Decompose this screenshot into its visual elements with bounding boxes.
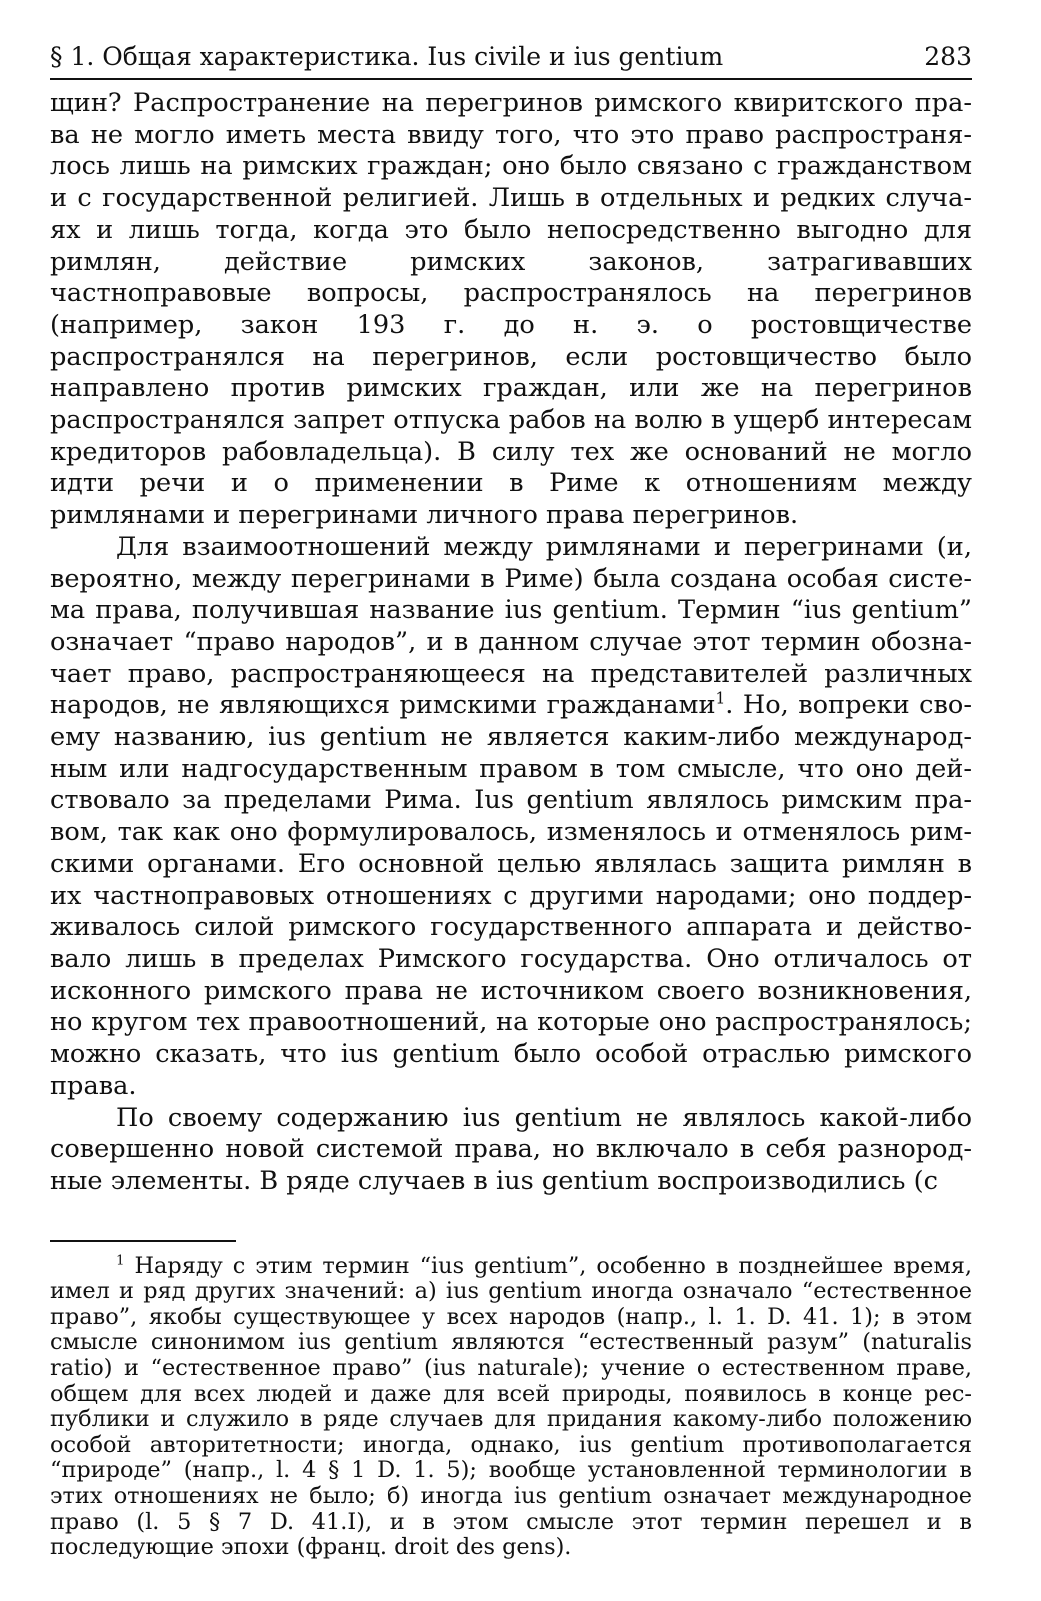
footnote-text: Наряду с этим термин “ius gentium”, особенно в позднейшее время, имел и ряд других значений: а) ius gentium иногда означало “естественное право”, якобы существующее у всех народов (напр., l. 1. D. 41. 1); в этом смысле синонимом ius gentium являются “естественный разум” (naturalis ratio) и “естественное право” (ius naturale); учение о естественном праве, общем для всех людей и даже для всей природы, появилось в конце республики и служило в ряде случаев для придания какому-либо положению особой авторитетности; иногда, однако, ius gentium противополагается “природе” (напр., l. 4 § 1 D. 1. 5); вообще установленной терминологии в этих отношениях не было; б) иногда ius gentium означает международное право (l. 5 § 7 D. 41.I), и в этом смысле этот термин перешел и в последующие эпохи (франц. droit des gens).	[50, 1252, 972, 1561]
book-page	[50, 40, 972, 1561]
footnote-1	[50, 1254, 972, 1561]
section-title: § 1. Общая характеристика. Ius civile и ius gentium	[50, 42, 724, 71]
footnote-reference[interactable]: 1	[715, 689, 726, 708]
main-text	[50, 88, 972, 1198]
footnote-marker: 1	[116, 1253, 125, 1269]
paragraph-2-part-1: Для взаимоотношений между римлянами и перегринами (и, вероятно, между перегринами в Риме) была создана особая система права, получившая название ius gentium. Термин “ius gentium” означает “право народов”, и в данном случае этот термин обозначает право, распространяющееся на представителей различных народов, не являющихся римскими гражданами	[50, 531, 972, 721]
paragraph-1: щин? Распространение на перегринов римского квиритского права не могло иметь места ввиду того, что это право распространялось лишь на римских граждан; оно было связано с гражданством и с государственной религией. Лишь в отдельных и редких случаях и лишь тогда, когда это было непосредственно выгодно для римлян, действие римских законов, затрагивавших частноправовые вопросы, распространялось на перегринов (например, закон 193 г. до н. э. о ростовщичестве распространялся на перегринов, если ростовщичество было направлено против римских граждан, или же на перегринов распространялся запрет отпуска рабов на волю в ущерб интересам кредиторов рабовладельца). В силу тех же оснований не могло идти речи и о применении в Риме к отношениям между римлянами и перегринами личного права перегринов.	[50, 88, 972, 531]
paragraph-3: По своему содержанию ius gentium не являлось какой-либо совершенно новой системой права, но включало в себя разнородные элементы. В ряде случаев в ius gentium воспроизводились (с	[50, 1102, 972, 1196]
footnote-divider	[50, 1240, 236, 1242]
running-header	[50, 40, 972, 80]
paragraph-2-part-2: . Но, вопреки своему названию, ius gentium не является каким-либо международным или надгосударственным правом в том смысле, что оно действовало за пределами Рима. Ius gentium являлось римским правом, так как оно формулировалось, изменялось и отменялось римскими органами. Его основной целью являлась защита римлян в их частноправовых отношениях с другими народами; оно поддерживалось силой римского государственного аппарата и действовало лишь в пределах Римского государства. Оно отличалось от исконного римского права не источником своего возникновения, но кругом тех правоотношений, на которые оно распространялось; можно сказать, что ius gentium было особой отраслью римского права.	[50, 690, 972, 1101]
paragraph-2	[50, 532, 972, 1103]
page-number: 283	[924, 42, 972, 71]
